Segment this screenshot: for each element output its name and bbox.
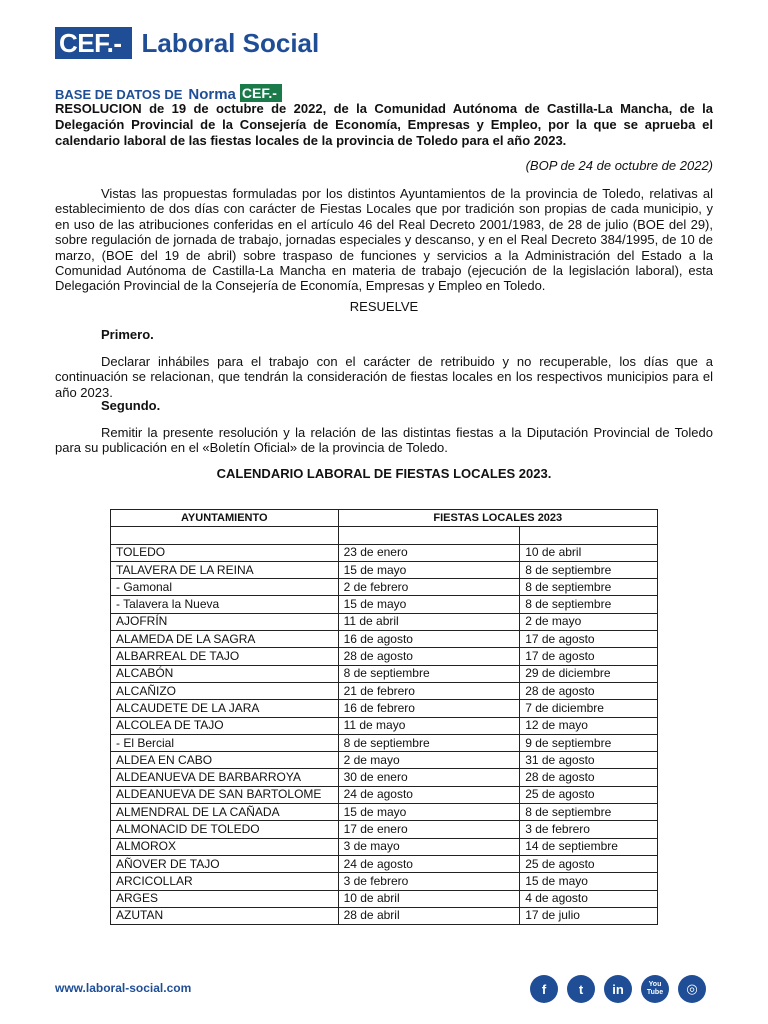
table-row (111, 873, 658, 890)
municipality-cell: ALMONACID DE TOLEDO (111, 821, 339, 838)
table-row (111, 769, 658, 786)
footer-url-link[interactable]: www.laboral-social.com (55, 981, 192, 995)
first-holiday-cell: 3 de febrero (338, 873, 520, 890)
table-row (111, 665, 658, 682)
municipality-cell: ALAMEDA DE LA SAGRA (111, 631, 339, 648)
municipality-cell: ALCABÓN (111, 665, 339, 682)
first-holiday-cell: 28 de abril (338, 907, 520, 924)
first-holiday-cell: 11 de mayo (338, 717, 520, 734)
municipality-cell: ALDEANUEVA DE BARBARROYA (111, 769, 339, 786)
twitter-icon[interactable]: t (567, 975, 595, 1003)
second-holiday-cell: 10 de abril (520, 544, 658, 561)
first-holiday-cell: 15 de mayo (338, 804, 520, 821)
municipality-cell: ALBARREAL DE TAJO (111, 648, 339, 665)
facebook-icon[interactable]: f (530, 975, 558, 1003)
second-holiday-cell: 7 de diciembre (520, 700, 658, 717)
paragraph-segundo: Remitir la presente resolución y la relación de las distintas fiestas a la Diputación Provincial de Toledo para su publicación en el «Boletín Oficial» de la provincia de Toledo. (55, 425, 713, 456)
linkedin-icon[interactable]: in (604, 975, 632, 1003)
table-row (111, 838, 658, 855)
table-row (111, 717, 658, 734)
second-holiday-cell: 15 de mayo (520, 873, 658, 890)
table-header-row (111, 510, 658, 527)
second-holiday-cell: 17 de julio (520, 907, 658, 924)
second-holiday-cell: 29 de diciembre (520, 665, 658, 682)
spacer-cell (520, 527, 658, 544)
instagram-icon[interactable]: ◎ (678, 975, 706, 1003)
first-holiday-cell: 2 de febrero (338, 579, 520, 596)
table-row (111, 579, 658, 596)
second-holiday-cell: 14 de septiembre (520, 838, 658, 855)
table-row (111, 631, 658, 648)
second-holiday-cell: 28 de agosto (520, 682, 658, 699)
table-row (111, 752, 658, 769)
table-row (111, 786, 658, 803)
table-row (111, 890, 658, 907)
table-row (111, 561, 658, 578)
heading-primero: Primero. (101, 327, 154, 342)
municipality-cell: AJOFRÍN (111, 613, 339, 630)
second-holiday-cell: 28 de agosto (520, 769, 658, 786)
municipality-cell: AZUTAN (111, 907, 339, 924)
municipality-cell: ARGES (111, 890, 339, 907)
table-spacer-row (111, 527, 658, 544)
second-holiday-cell: 31 de agosto (520, 752, 658, 769)
second-holiday-cell: 8 de septiembre (520, 579, 658, 596)
youtube-icon[interactable]: You Tube (641, 975, 669, 1003)
first-holiday-cell: 30 de enero (338, 769, 520, 786)
spacer-cell (111, 527, 339, 544)
first-holiday-cell: 24 de agosto (338, 855, 520, 872)
page-header (55, 27, 319, 59)
municipality-cell: TALAVERA DE LA REINA (111, 561, 339, 578)
database-line (55, 84, 282, 102)
first-holiday-cell: 8 de septiembre (338, 734, 520, 751)
second-holiday-cell: 17 de agosto (520, 631, 658, 648)
first-holiday-cell: 21 de febrero (338, 682, 520, 699)
second-holiday-cell: 8 de septiembre (520, 561, 658, 578)
municipality-cell: ALCOLEA DE TAJO (111, 717, 339, 734)
municipality-cell: ALMOROX (111, 838, 339, 855)
first-holiday-cell: 16 de febrero (338, 700, 520, 717)
municipality-cell: TOLEDO (111, 544, 339, 561)
paragraph-primero: Declarar inhábiles para el trabajo con el carácter de retribuido y no recuperable, los días que a continuación se relacionan, que tendrán la consideración de fiestas locales en los respectivos municipios para el año 2023. (55, 354, 713, 400)
calendar-title: CALENDARIO LABORAL DE FIESTAS LOCALES 2023. (216, 466, 552, 481)
resuelve-heading: RESUELVE (349, 299, 419, 314)
cef-logo: CEF.- (55, 27, 132, 59)
table-row (111, 613, 658, 630)
municipality-cell: ALDEA EN CABO (111, 752, 339, 769)
norma-label: Norma (188, 86, 236, 103)
second-holiday-cell: 8 de septiembre (520, 804, 658, 821)
table-row (111, 907, 658, 924)
brand-title: Laboral Social (141, 27, 320, 58)
second-holiday-cell: 8 de septiembre (520, 596, 658, 613)
table-row (111, 734, 658, 751)
first-holiday-cell: 3 de mayo (338, 838, 520, 855)
fiestas-table (110, 509, 658, 925)
first-holiday-cell: 28 de agosto (338, 648, 520, 665)
municipality-cell: AÑOVER DE TAJO (111, 855, 339, 872)
table-row (111, 596, 658, 613)
first-holiday-cell: 15 de mayo (338, 596, 520, 613)
table-row (111, 544, 658, 561)
table-body (111, 544, 658, 925)
database-label: BASE DE DATOS DE (55, 87, 183, 102)
table-row (111, 648, 658, 665)
first-holiday-cell: 2 de mayo (338, 752, 520, 769)
paragraph-vistas: Vistas las propuestas formuladas por los distintos Ayuntamientos de la provincia de Toledo, relativas al establecimiento de dos días con carácter de Fiestas Locales que por tradición son propias de cada municipio, y en uso de las atribuciones conferidas en el artículo 46 del Real Decreto 2001/1983, de 28 de julio (BOE del 29), sobre regulación de jornada de trabajo, jornadas especiales y descanso, y en el Real Decreto 384/1995, de 10 de marzo, (BOE del 19 de abril) sobre traspaso de funciones y servicios a la Administración del Estado a la Comunidad Autónoma de Castilla-La Mancha en materia de trabajo (ejecución de la legislación laboral), esta Delegación Provincial de la Consejería de Economía, Empresas y Empleo en Toledo. (55, 186, 713, 294)
table-row (111, 804, 658, 821)
heading-segundo: Segundo. (101, 398, 161, 413)
first-holiday-cell: 23 de enero (338, 544, 520, 561)
first-holiday-cell: 16 de agosto (338, 631, 520, 648)
social-links (530, 975, 706, 1003)
column-header-ayuntamiento: AYUNTAMIENTO (111, 510, 339, 527)
first-holiday-cell: 15 de mayo (338, 561, 520, 578)
municipality-cell: - El Bercial (111, 734, 339, 751)
table-row (111, 821, 658, 838)
column-header-fiestas: FIESTAS LOCALES 2023 (338, 510, 657, 527)
first-holiday-cell: 10 de abril (338, 890, 520, 907)
bop-reference: (BOP de 24 de octubre de 2022) (525, 158, 713, 173)
municipality-cell: ALMENDRAL DE LA CAÑADA (111, 804, 339, 821)
cef-small-logo: CEF.- (240, 84, 282, 102)
second-holiday-cell: 25 de agosto (520, 786, 658, 803)
municipality-cell: - Gamonal (111, 579, 339, 596)
second-holiday-cell: 4 de agosto (520, 890, 658, 907)
second-holiday-cell: 3 de febrero (520, 821, 658, 838)
municipality-cell: ARCICOLLAR (111, 873, 339, 890)
municipality-cell: ALCAÑIZO (111, 682, 339, 699)
first-holiday-cell: 17 de enero (338, 821, 520, 838)
first-holiday-cell: 24 de agosto (338, 786, 520, 803)
spacer-cell (338, 527, 520, 544)
table-row (111, 700, 658, 717)
first-holiday-cell: 8 de septiembre (338, 665, 520, 682)
municipality-cell: ALDEANUEVA DE SAN BARTOLOME (111, 786, 339, 803)
second-holiday-cell: 9 de septiembre (520, 734, 658, 751)
table-row (111, 682, 658, 699)
table-row (111, 855, 658, 872)
first-holiday-cell: 11 de abril (338, 613, 520, 630)
second-holiday-cell: 12 de mayo (520, 717, 658, 734)
municipality-cell: ALCAUDETE DE LA JARA (111, 700, 339, 717)
second-holiday-cell: 17 de agosto (520, 648, 658, 665)
second-holiday-cell: 25 de agosto (520, 855, 658, 872)
second-holiday-cell: 2 de mayo (520, 613, 658, 630)
municipality-cell: - Talavera la Nueva (111, 596, 339, 613)
document-title: RESOLUCION de 19 de octubre de 2022, de la Comunidad Autónoma de Castilla-La Mancha, de la Delegación Provincial de la Consejería de Economía, Empresas y Empleo, por la que se aprueba el calendario laboral de las fiestas locales de la provincia de Toledo para el año 2023. (55, 101, 713, 148)
